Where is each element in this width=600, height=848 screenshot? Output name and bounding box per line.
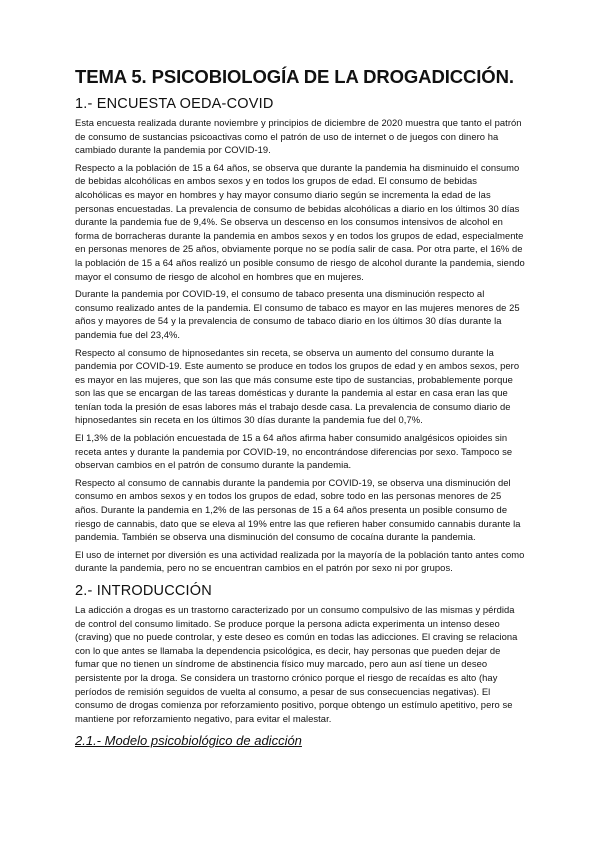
paragraph: La adicción a drogas es un trastorno caracterizado por un consumo compulsivo de las mismas y pérdida de control del consumo limitado. Se produce porque la persona adicta experimenta un intenso deseo (craving) que no puede controlar, y este deseo es común en todas las adicciones. El craving se relaciona con lo que antes se llamaba la dependencia psicológica, es decir, hay personas que pueden dejar de fumar que no tienen un síndrome de abstinencia físico muy marcado, pero aun así tiene un deseo persistente por la droga. Se considera un trastorno crónico porque el riesgo de recaídas es alto (hay períodos de remisión seguidos de vuelta al consumo, a pesar de sus consecuencias negativas). El consumo de drogas comienza por reforzamiento positivo, porque obtengo un estímulo apetitivo, pero se mantiene por reforzamiento negativo, para evitar el malestar. (75, 604, 518, 724)
paragraph: Respecto al consumo de hipnosedantes sin receta, se observa un aumento del consumo durante la pandemia por COVID-19. Este aumento se produce en todos los grupos de edad y en ambos sexos, pero es mayor en las mujeres, que son las que más consume este tipo de sustancias, probablemente porque son las que se encargan de las tareas domésticas y durante la pandemia al estar en casa eran las que tenían toda la presión de esas labores más el trabajo desde casa. La prevalencia de consumo diario de hipnosedantes sin receta en los últimos 30 días durante la pandemia fue del 0,7%. (75, 346, 520, 426)
document-title: TEMA 5. PSICOBIOLOGÍA DE LA DROGADICCIÓN. (75, 66, 514, 87)
paragraph: Esta encuesta realizada durante noviembre y principios de diciembre de 2020 muestra que tanto el patrón de consumo de sustancias psicoactivas como el patrón de uso de internet o de juegos con dinero ha cambiado durante la pandemia por COVID-19. (75, 117, 522, 156)
section-heading: 2.- INTRODUCCIÓN (75, 583, 212, 599)
paragraph: Respecto al consumo de cannabis durante la pandemia por COVID-19, se observa una disminución del consumo en ambos sexos y en todos los grupos de edad, sobre todo en las personas menores de 25 años. Durante la pandemia en 1,2% de las personas de 15 a 64 años presenta un posible consumo de riesgo de cannabis, dato que se eleva al 19% entre las que refieren haber consumido cannabis durante la pandemia. También se observa una disminución del consumo de cocaína durante la pandemia. (75, 476, 521, 543)
paragraph: El 1,3% de la población encuestada de 15 a 64 años afirma haber consumido analgésicos opioides sin receta antes y durante la pandemia por COVID-19, no encontrándose diferencias por sexo. Tampoco se observan cambios en el patrón de consumo durante la pandemia. (75, 432, 513, 471)
paragraph: Respecto a la población de 15 a 64 años, se observa que durante la pandemia ha disminuido el consumo de bebidas alcohólicas en ambos sexos y en todos los grupos de edad. El consumo de bebidas alcohólicas es mayor en hombres y hay mayor consumo diario según se incrementa la edad de las personas encuestadas. La prevalencia de consumo de bebidas alcohólicas a diario en los últimos 30 días durante la pandemia fue de 9,4%. Se observa un descenso en los consumos intensivos de alcohol en forma de borracheras durante la pandemia en ambos sexos y en todos los grupos de edad, especialmente en personas menores de 25 años, obviamente porque no se podía salir de casa. Por otra parte, el 16% de la población de 15 a 64 años realizó un posible consumo de riesgo de alcohol durante la pandemia, siendo mayor el consumo de riesgo de alcohol en hombres que en mujeres. (75, 161, 525, 282)
subsection-modelo (75, 733, 525, 748)
section-encuesta (75, 96, 525, 575)
subsection-heading: 2.1.- Modelo psicobiológico de adicción (75, 733, 302, 749)
paragraph: Durante la pandemia por COVID-19, el consumo de tabaco presenta una disminución respecto al consumo realizado antes de la pandemia. El consumo de tabaco es mayor en las mujeres menores de 25 años y mayores de 54 y la prevalencia de consumo de tabaco diario en los últimos 30 días durante la pandemia fue del 23,4%. (75, 288, 520, 340)
section-heading: 1.- ENCUESTA OEDA-COVID (75, 96, 274, 112)
paragraph: El uso de internet por diversión es una actividad realizada por la mayoría de la población tanto antes como durante la pandemia, pero no se encuentran cambios en el patrón por sexo ni por grupos. (75, 548, 525, 574)
section-introduccion (75, 583, 525, 725)
